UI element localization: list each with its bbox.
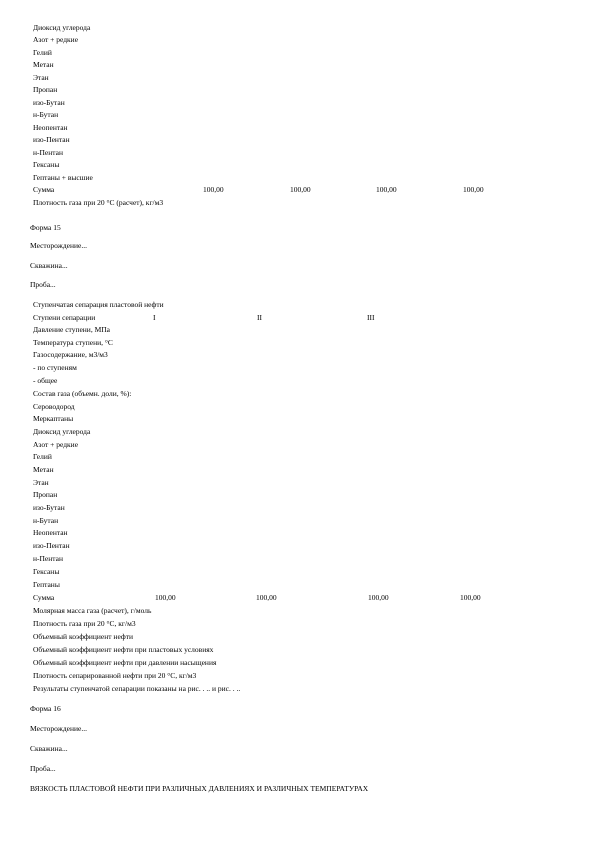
table1-row: н-Пентан: [33, 148, 63, 157]
table2-title: Ступенчатая сепарация пластовой нефти: [33, 300, 164, 309]
table1-row: Метан: [33, 60, 54, 69]
form15-title: Форма 15: [30, 223, 61, 232]
table1-row: Гептаны + высшие: [33, 173, 93, 182]
table1-row: Диоксид углерода: [33, 23, 91, 32]
table2-row: Объемный коэффициент нефти: [33, 632, 134, 641]
form16-field: Месторождение...: [30, 724, 87, 733]
table1-row: Пропан: [33, 85, 58, 94]
table2-stage: II: [257, 313, 262, 322]
table1-row: Азот + редкие: [33, 35, 79, 44]
table2-row: Сероводород: [33, 402, 75, 411]
table2-row: Пропан: [33, 490, 58, 499]
table2-row: - по ступеням: [33, 363, 77, 372]
form15-well: Скважина...: [30, 261, 68, 270]
section-heading: ВЯЗКОСТЬ ПЛАСТОВОЙ НЕФТИ ПРИ РАЗЛИЧНЫХ ДАВЛЕНИЯХ И РАЗЛИЧНЫХ ТЕМПЕРАТУРАХ: [30, 784, 369, 793]
table2-row: Давление ступени, МПа: [33, 325, 110, 334]
table1-sum-value: 100,00: [203, 185, 224, 194]
table1-row: Гексаны: [33, 160, 60, 169]
table2-row: Температура ступени, °С: [33, 338, 113, 347]
table2-row: Диоксид углерода: [33, 427, 91, 436]
table1-sum-label: Сумма: [33, 185, 55, 194]
table2-row: Гептаны: [33, 580, 60, 589]
table1-row: н-Бутан: [33, 110, 59, 119]
table2-note: Результаты ступенчатой сепарации показаны на рис. . .. и рис. . ..: [33, 684, 241, 693]
table2-row: - общее: [33, 376, 58, 385]
table2-row: Состав газа (объемн. доли, %):: [33, 389, 132, 398]
table2-sum-value: 100,00: [460, 593, 481, 602]
table1-sum-value: 100,00: [290, 185, 311, 194]
table2-row: Меркаптаны: [33, 414, 74, 423]
form15-sample: Проба...: [30, 280, 56, 289]
table2-row: Гексаны: [33, 567, 60, 576]
table1-sum-value: 100,00: [376, 185, 397, 194]
table1-sum-value: 100,00: [463, 185, 484, 194]
form16-sample: Проба...: [30, 764, 56, 773]
table2-row: н-Пентан: [33, 554, 63, 563]
form16-well: Скважина...: [30, 744, 68, 753]
table1-row: Неопентан: [33, 123, 68, 132]
table2-row: Неопентан: [33, 528, 68, 537]
table1-row: Этан: [33, 73, 49, 82]
table2-row: Объемный коэффициент нефти при пластовых условиях: [33, 645, 214, 654]
table2-stage: III: [367, 313, 375, 322]
table2-sum-value: 100,00: [368, 593, 389, 602]
table2-row: Этан: [33, 478, 49, 487]
table2-row: Плотность сепарированной нефти при 20 °С, кг/м3: [33, 671, 197, 680]
table2-stage-label: Ступени сепарации: [33, 313, 96, 322]
table2-sum-label: Сумма: [33, 593, 55, 602]
form15-field: Месторождение...: [30, 241, 87, 250]
table2-row: Азот + редкие: [33, 440, 79, 449]
table2-stage: I: [153, 313, 156, 322]
table1-row: изо-Пентан: [33, 135, 70, 144]
table1-row: изо-Бутан: [33, 98, 65, 107]
table2-row: Гелий: [33, 452, 52, 461]
table1-row: Гелий: [33, 48, 52, 57]
table2-row: Объемный коэффициент нефти при давлении насыщения: [33, 658, 217, 667]
table2-row: н-Бутан: [33, 516, 59, 525]
table1-density: Плотность газа при 20 °С (расчет), кг/м3: [33, 198, 164, 207]
table2-row: Метан: [33, 465, 54, 474]
table2-sum-value: 100,00: [155, 593, 176, 602]
table2-sum-value: 100,00: [256, 593, 277, 602]
table2-row: изо-Пентан: [33, 541, 70, 550]
table2-row: Газосодержание, м3/м3: [33, 350, 108, 359]
table2-row: Молярная масса газа (расчет), г/моль: [33, 606, 152, 615]
table2-row: Плотность газа при 20 °С, кг/м3: [33, 619, 136, 628]
form16-title: Форма 16: [30, 704, 61, 713]
table2-row: изо-Бутан: [33, 503, 65, 512]
